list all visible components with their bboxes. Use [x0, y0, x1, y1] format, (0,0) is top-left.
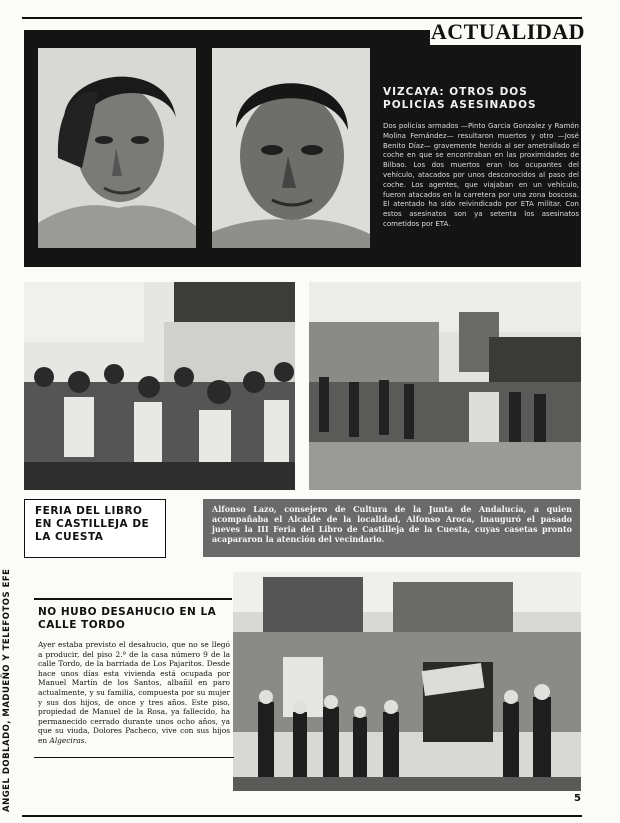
desahucio-bottom-rule [34, 757, 234, 758]
vizcaya-story [383, 86, 579, 230]
photo-feria-street [309, 282, 581, 490]
photo-credit [2, 552, 18, 812]
desahucio-body-main: Ayer estaba previsto el desahucio, que no se llegó a producir, del piso 2.º de la casa número 9 de la calle Tordo, de la barriada de Los Pajaritos. Desde hace unos días esta vivienda está ocupada por Manuel Martín de los Santos, albañil en paro actualmente, y su familia, compuesta por su mujer y sus dos hijos, de once y tres años. Este piso, propiedad de Manuel de la Rosa, ya fallecido, ha permanecido cerrado durante unos ocho años, ya que su viuda, Dolores Pacheco, vive con sus hijos en [38, 640, 230, 745]
portrait-photo-policeman-1 [38, 48, 196, 248]
desahucio-headline: NO HUBO DESAHUCIO EN LA CALLE TORDO [38, 606, 217, 631]
desahucio-top-rule [34, 598, 232, 600]
vizcaya-body: Dos policías armados —Pinto Garcia Gonzalez y Ramón Molina Fernández— resultaron muertos y otro —José Benito Díaz— gravemente herido al ser ametrallado el coche en que se encontraban en las proximidades de Bilbao. Los dos muertos eran los ocupantes del vehículo, atacados por unos desconocidos al paso del coche. Los agentes, que viajaban en un vehículo, fueron atacados en la carretera por una zona boscosa. El atentado ha sido reivindicado por ETA militar. Con estos asesinatos son ya setenta los asesinatos cometidos por ETA. [383, 122, 579, 228]
portrait-photo-policeman-2 [212, 48, 370, 248]
photo-feria-crowd [24, 282, 295, 490]
section-title: ACTUALIDAD [430, 19, 585, 44]
desahucio-body [38, 640, 230, 746]
bottom-rule [22, 815, 582, 817]
desahucio-body-place: Algeciras [49, 735, 85, 745]
photo-credit-text: ANGEL DOBLADO, MADUEÑO Y TELEFOTOS EFE [2, 568, 12, 812]
vizcaya-headline: VIZCAYA: OTROS DOS POLICÍAS ASESINADOS [383, 86, 537, 111]
feria-headline: FERIA DEL LIBRO EN CASTILLEJA DE LA CUESTA [35, 505, 150, 543]
page-number: 5 [574, 793, 581, 804]
photo-desahucio-family [233, 572, 581, 791]
desahucio-body-end: . [84, 735, 87, 745]
feria-caption: Alfonso Lazo, consejero de Cultura de la Junta de Andalucía, a quien acompañaba el Alcalde de la localidad, Alfonso Aroca, inauguró el pasado jueves la III Feria del Libro de Castilleja de la Cuesta, cuyas casetas pronto acapararon la atención del vecindario. [212, 504, 572, 544]
